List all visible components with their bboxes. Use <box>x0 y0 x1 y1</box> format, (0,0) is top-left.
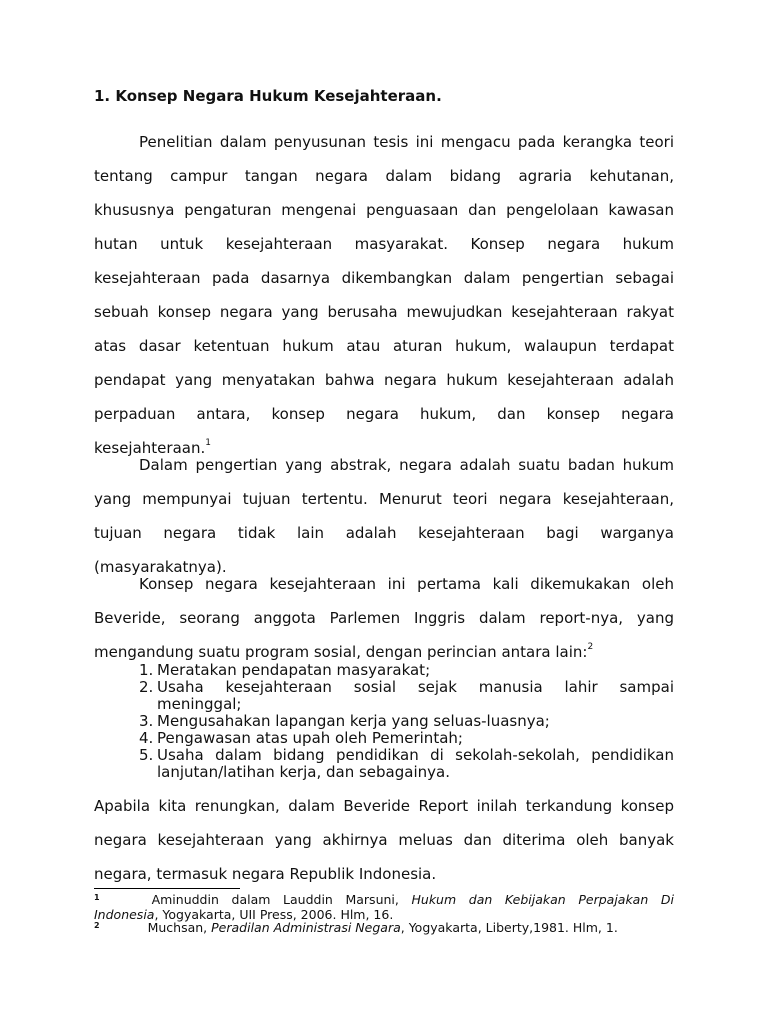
paragraph-line: Beveride, seorang anggota Parlemen Inggris dalam report-nya, yang <box>94 609 674 627</box>
paragraph-line: Penelitian dalam penyusunan tesis ini mengacu pada kerangka teori <box>139 133 674 151</box>
footnote-title: Hukum dan Kebijakan Perpajakan Di <box>411 892 674 907</box>
paragraph-line: perpaduan antara, konsep negara hukum, dan konsep negara <box>94 405 674 423</box>
list-item: Meratakan pendapatan masyarakat; <box>157 661 431 679</box>
list-number: 1. <box>139 661 154 679</box>
paragraph-line: Apabila kita renungkan, dalam Beveride Report inilah terkandung konsep <box>94 797 674 815</box>
paragraph-line: negara, termasuk negara Republik Indonesia. <box>94 865 437 883</box>
list-number: 5. <box>139 746 154 764</box>
list-item-continuation: meninggal; <box>157 695 242 713</box>
footnote-mark: 2 <box>94 921 100 930</box>
list-item: Pengawasan atas upah oleh Pemerintah; <box>157 729 463 747</box>
paragraph-line: pendapat yang menyatakan bahwa negara hukum kesejahteraan adalah <box>94 371 674 389</box>
paragraph-line: Konsep negara kesejahteraan ini pertama kali dikemukakan oleh <box>139 575 674 593</box>
paragraph-text: mengandung suatu program sosial, dengan perincian antara lain: <box>94 643 588 661</box>
paragraph-line: yang mempunyai tujuan tertentu. Menurut teori negara kesejahteraan, <box>94 490 674 508</box>
list-item-continuation: lanjutan/latihan kerja, dan sebagainya. <box>157 763 450 781</box>
paragraph-line: tentang campur tangan negara dalam bidang agraria kehutanan, <box>94 167 674 185</box>
footnote-separator <box>94 888 240 889</box>
footnote-text: Muchsan, <box>147 920 208 935</box>
paragraph-line: Dalam pengertian yang abstrak, negara adalah suatu badan hukum <box>139 456 674 474</box>
paragraph-line: (masyarakatnya). <box>94 558 227 576</box>
list-item: Usaha dalam bidang pendidikan di sekolah-sekolah, pendidikan <box>157 746 674 764</box>
footnote-text: Aminuddin dalam Lauddin Marsuni, <box>151 892 399 907</box>
footnote-title: Peradilan Administrasi Negara <box>211 920 401 935</box>
paragraph-line: sebuah konsep negara yang berusaha mewujudkan kesejahteraan rakyat <box>94 303 674 321</box>
list-number: 3. <box>139 712 154 730</box>
footnote-reference: 1 <box>205 438 211 448</box>
footnote-text: , Yogyakarta, UII Press, 2006. Hlm, 16. <box>154 907 394 922</box>
paragraph-text: kesejahteraan. <box>94 439 206 457</box>
paragraph-line: khususnya pengaturan mengenai penguasaan dan pengelolaan kawasan <box>94 201 674 219</box>
paragraph-line: kesejahteraan pada dasarnya dikembangkan dalam pengertian sebagai <box>94 269 674 287</box>
footnote-title: Indonesia <box>94 907 155 922</box>
list-item: Usaha kesejahteraan sosial sejak manusia lahir sampai <box>157 678 674 696</box>
paragraph-line <box>94 642 674 662</box>
list-number: 2. <box>139 678 154 696</box>
paragraph-line: hutan untuk kesejahteraan masyarakat. Konsep negara hukum <box>94 235 674 253</box>
list-item: Mengusahakan lapangan kerja yang seluas-luasnya; <box>157 712 550 730</box>
paragraph-line: atas dasar ketentuan hukum atau aturan hukum, walaupun terdapat <box>94 337 674 355</box>
footnote-2 <box>94 920 674 938</box>
footnote-mark: 1 <box>94 893 100 902</box>
section-heading: 1. Konsep Negara Hukum Kesejahteraan. <box>94 87 442 105</box>
paragraph-line: negara kesejahteraan yang akhirnya meluas dan diterima oleh banyak <box>94 831 674 849</box>
footnote-text: , Yogyakarta, Liberty,1981. Hlm, 1. <box>400 920 618 935</box>
paragraph-line: tujuan negara tidak lain adalah kesejahteraan bagi warganya <box>94 524 674 542</box>
list-number: 4. <box>139 729 154 747</box>
footnote-reference: 2 <box>587 642 594 652</box>
